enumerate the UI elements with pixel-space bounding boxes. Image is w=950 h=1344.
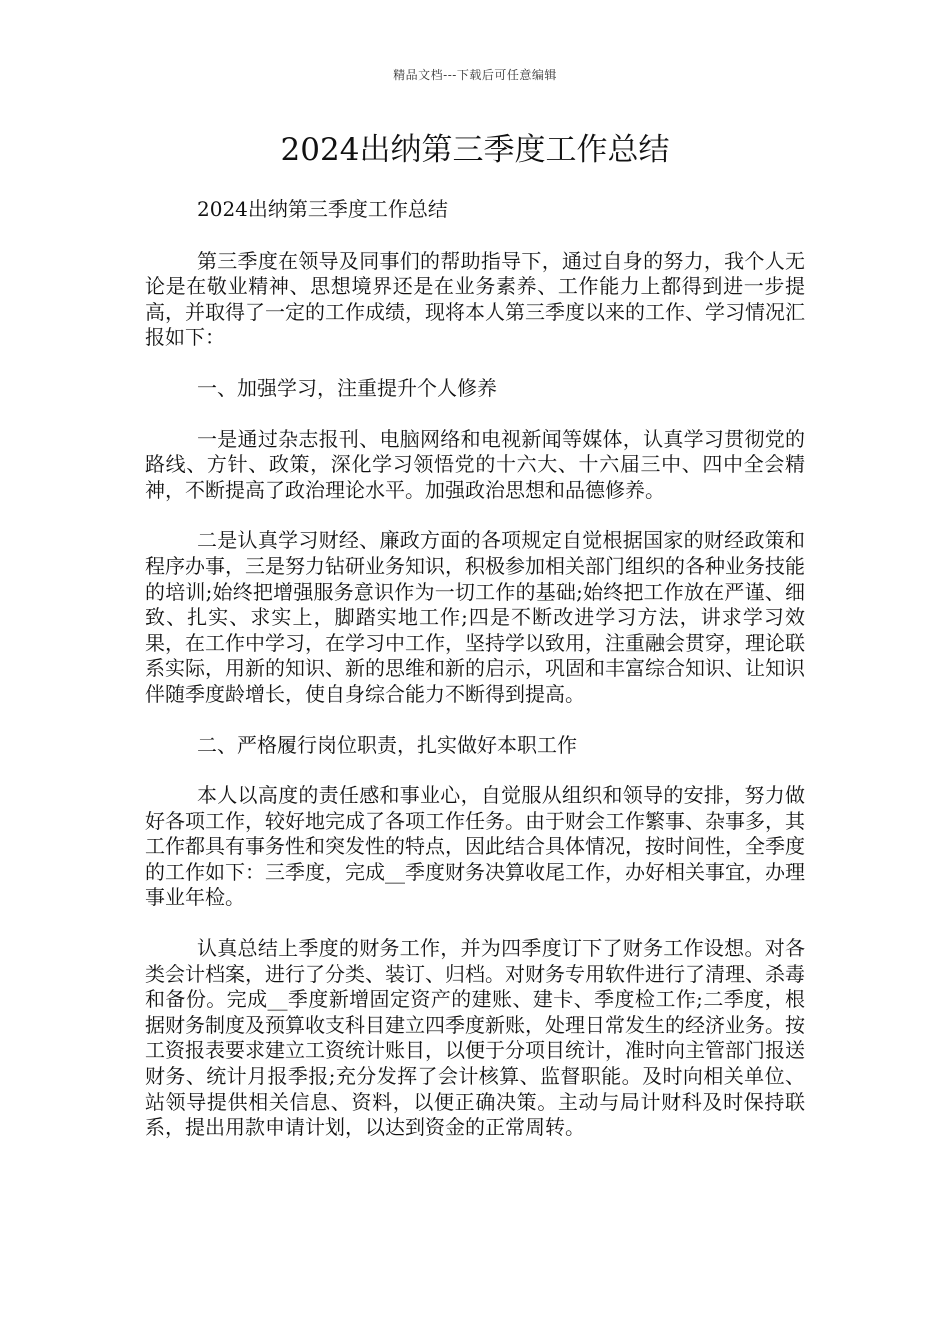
body-paragraph: 二是认真学习财经、廉政方面的各项规定自觉根据国家的财经政策和程序办事，三是努力钻研业务知识，积极参加相关部门组织的各种业务技能的培训;始终把增强服务意识作为一切工作的基础;始终把工作放在严谨、细致、扎实、求实上，脚踏实地工作;四是不断改进学习方法，讲求学习效果，在工作中学习，在学习中工作，坚持学以致用，注重融会贯穿，理论联系实际，用新的知识、新的思维和新的启示，巩固和丰富综合知识、让知识伴随季度龄增长，使自身综合能力不断得到提高。 <box>145 528 805 706</box>
subtitle-paragraph: 2024出纳第三季度工作总结 <box>197 197 448 221</box>
body-paragraph: 本人以高度的责任感和事业心，自觉服从组织和领导的安排，努力做好各项工作，较好地完成了各项工作任务。由于财会工作繁事、杂事多，其工作都具有事务性和突发性的特点，因此结合具体情况，按时间性，全季度的工作如下：三季度，完成__季度财务决算收尾工作，办好相关事宜，办理事业年检。 <box>145 783 805 910</box>
document-body <box>145 197 805 1166</box>
document-title: 2024出纳第三季度工作总结 <box>280 132 670 168</box>
body-paragraph: 一是通过杂志报刊、电脑网络和电视新闻等媒体，认真学习贯彻党的路线、方针、政策，深化学习领悟党的十六大、十六届三中、四中全会精神，不断提高了政治理论水平。加强政治思想和品德修养。 <box>145 426 805 502</box>
intro-paragraph: 第三季度在领导及同事们的帮助指导下，通过自身的努力，我个人无论是在敬业精神、思想境界还是在业务素养、工作能力上都得到进一步提高，并取得了一定的工作成绩，现将本人第三季度以来的工作、学习情况汇报如下： <box>145 248 805 350</box>
body-paragraph: 认真总结上季度的财务工作，并为四季度订下了财务工作设想。对各类会计档案，进行了分类、装订、归档。对财务专用软件进行了清理、杀毒和备份。完成__季度新增固定资产的建账、建卡、季度检工作;二季度，根据财务制度及预算收支科目建立四季度新账，处理日常发生的经济业务。按工资报表要求建立工资统计账目，以便于分项目统计，准时向主管部门报送财务、统计月报季报;充分发挥了会计核算、监督职能。及时向相关单位、站领导提供相关信息、资料，以便正确决策。主动与局计财科及时保持联系，提出用款申请计划，以达到资金的正常周转。 <box>145 936 805 1140</box>
section-heading-1: 一、加强学习，注重提升个人修养 <box>197 375 497 400</box>
section-heading-2: 二、严格履行岗位职责，扎实做好本职工作 <box>197 732 577 757</box>
header-note: 精品文档---下载后可任意编辑 <box>393 68 557 82</box>
